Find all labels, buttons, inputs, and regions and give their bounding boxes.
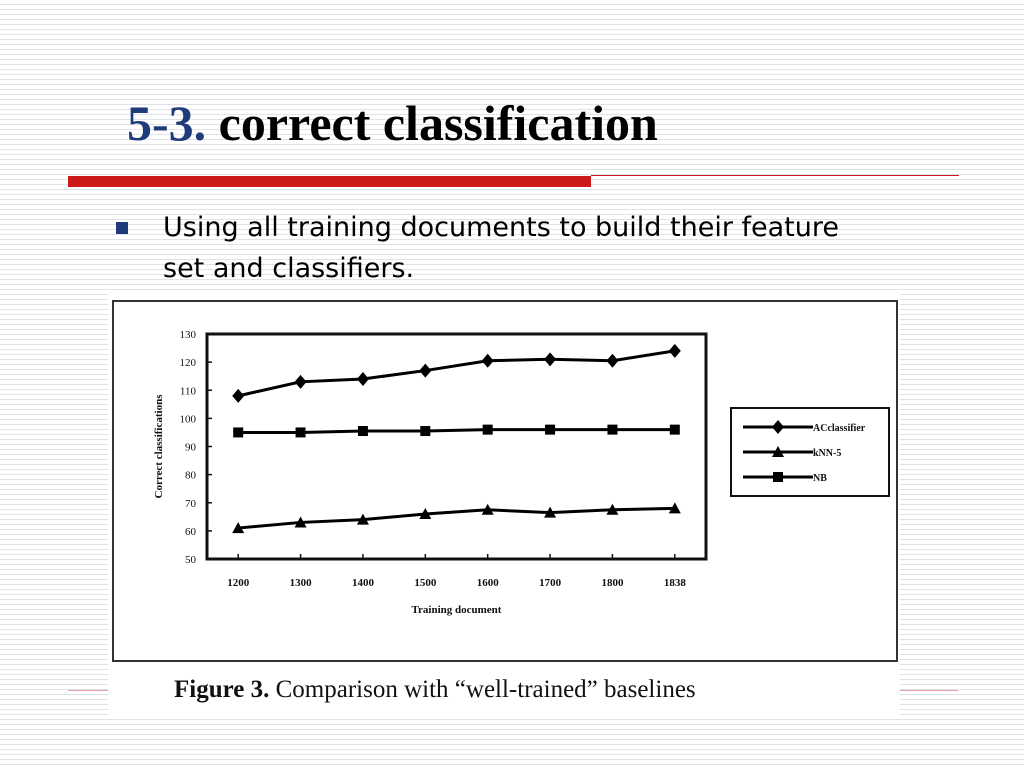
data-point-series-2 xyxy=(607,425,617,435)
y-tick-label: 110 xyxy=(179,385,196,398)
y-tick-label: 100 xyxy=(179,413,196,426)
data-point-series-0 xyxy=(482,354,494,368)
data-point-series-2 xyxy=(233,427,243,437)
line-chart xyxy=(114,302,896,660)
y-tick-label: 50 xyxy=(185,554,196,566)
title-underline xyxy=(68,176,591,187)
legend-marker xyxy=(773,472,783,482)
x-tick-label: 1300 xyxy=(289,577,312,589)
figure-caption xyxy=(174,676,696,704)
legend-label: NB xyxy=(813,473,827,484)
data-point-series-2 xyxy=(545,425,555,435)
slide-title xyxy=(127,96,658,151)
data-point-series-2 xyxy=(358,426,368,436)
data-point-series-0 xyxy=(232,389,244,403)
bullet-text: Using all training documents to build their feature set and classifiers. xyxy=(163,212,839,284)
slide-title-number: 5-3. xyxy=(127,95,207,151)
x-tick-label: 1838 xyxy=(663,577,686,589)
footer-line-left xyxy=(68,690,108,691)
x-tick-label: 1500 xyxy=(414,577,437,589)
data-point-series-0 xyxy=(669,344,681,358)
title-underline-thin xyxy=(591,175,959,176)
data-point-series-2 xyxy=(420,426,430,436)
chart-frame xyxy=(112,300,898,662)
data-point-series-0 xyxy=(606,354,618,368)
x-tick-label: 1600 xyxy=(476,577,499,589)
x-axis-label: Training document xyxy=(411,604,502,616)
y-tick-label: 80 xyxy=(185,469,196,482)
data-point-series-0 xyxy=(357,372,369,386)
slide-title-text: correct classification xyxy=(218,95,658,151)
footer-line-right xyxy=(900,690,958,691)
y-tick-label: 130 xyxy=(179,329,196,341)
y-tick-label: 90 xyxy=(185,441,196,454)
data-point-series-0 xyxy=(295,375,307,389)
legend-label: kNN-5 xyxy=(813,448,842,459)
y-tick-label: 70 xyxy=(185,497,196,510)
y-tick-label: 120 xyxy=(179,357,196,370)
x-tick-label: 1800 xyxy=(601,577,624,589)
data-point-series-0 xyxy=(419,364,431,378)
data-point-series-2 xyxy=(670,425,680,435)
data-point-series-2 xyxy=(483,425,493,435)
figure-caption-text: Comparison with “well-trained” baselines xyxy=(275,676,696,703)
legend-label: ACclassifier xyxy=(813,423,866,434)
y-axis-label: Correct classifications xyxy=(153,394,165,499)
x-tick-label: 1200 xyxy=(227,577,250,589)
figure xyxy=(108,294,900,718)
bullet-square-icon xyxy=(116,222,128,234)
data-point-series-2 xyxy=(296,427,306,437)
x-tick-label: 1400 xyxy=(351,577,374,589)
data-point-series-0 xyxy=(544,352,556,366)
y-tick-label: 60 xyxy=(185,525,196,538)
x-tick-label: 1700 xyxy=(539,577,562,589)
figure-caption-label: Figure 3. xyxy=(174,676,270,703)
